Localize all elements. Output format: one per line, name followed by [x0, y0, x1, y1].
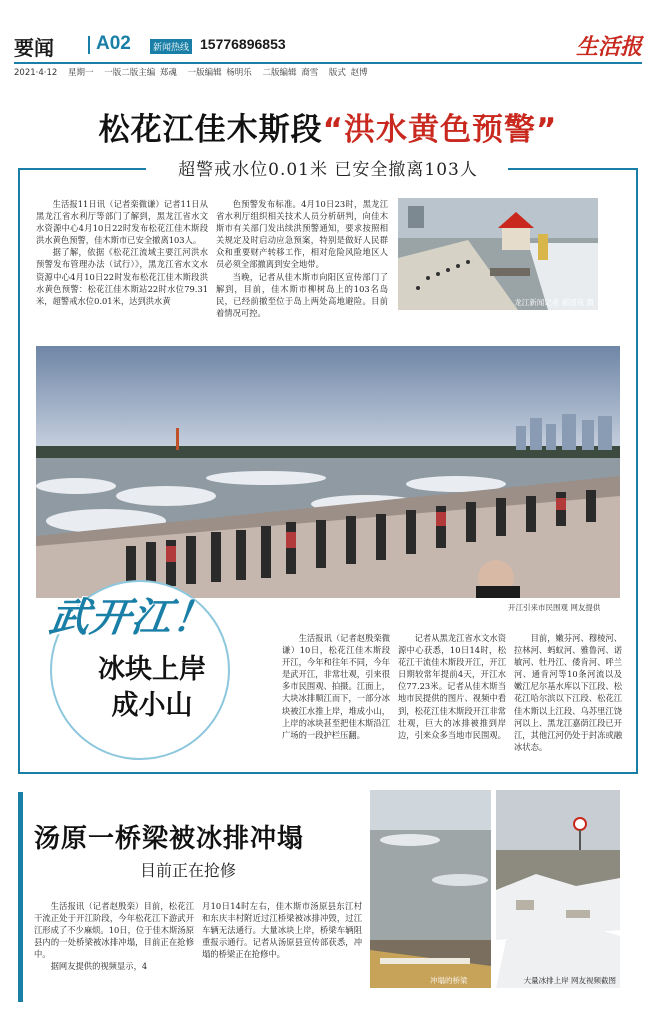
ice-river-photo-image — [36, 346, 620, 598]
paragraph: 当晚，记者从佳木斯市向阳区宣传部门了解到，目前，佳木斯市柳树岛上的103名岛民，已经前撤至位于岛上两处高地避险。目前着情况可控。 — [216, 271, 388, 318]
section-accent-bar — [18, 792, 23, 1002]
photo-caption: 开江引来市民围观 网友提供 — [508, 603, 601, 612]
badge-title: 武开江！ — [46, 595, 217, 641]
story3-column-2 — [202, 900, 362, 960]
paragraph: 据网友提供的视频显示，4 — [50, 961, 148, 972]
main-subhead: 超警戒水位0.01米 已安全撤离103人 — [178, 160, 478, 180]
paragraph: 记者从黑龙江省水文水资源中心获悉，10日14时，松花江干流佳木斯段开江，开江日期较常年提前4天，开江水位77.23米。记者从佳木斯当地市民提供的图片、视频中看到，松花江佳木斯段开江非常壮观，巨大的冰排被推到岸边，引来众多当地市民围观。 — [398, 633, 506, 740]
paragraph: 色预警发布标准。4月10日23时，黑龙江省水利厅组织相关技术人员分析研判，向佳木斯市有关部门发出续洪预警通知，要求按照相关规定及时启动应急预案，特别是做好人民群众和重要财产转移工作，相对危险风险地区人员必须全部撤离到安全地带。 — [216, 199, 388, 270]
story3-column-1 — [34, 900, 194, 973]
badge-line: 成小山 — [111, 690, 193, 721]
headline-part: 松花江佳木斯段 — [98, 112, 323, 148]
page-header — [14, 30, 642, 60]
photo-caption: 冲塌的桥梁 — [430, 976, 468, 985]
editor-line — [14, 66, 374, 78]
collapsed-bridge-photo-image — [370, 790, 491, 988]
story1-column-2 — [216, 198, 388, 319]
paragraph: 月10日14时左右，佳木斯市汤原县东江村和东庆丰村附近过江桥梁被冰排冲毁，过江车辆无法通行。大量冰块上岸，桥梁车辆阻重报示通行。记者从汤原县宣传部获悉，冲塌的桥梁正在抢修中。 — [202, 901, 362, 960]
main-headline — [0, 104, 656, 149]
badge-subtitle — [92, 652, 212, 724]
riverside-photo-image — [398, 198, 598, 310]
photo-caption: 大量冰排上岸 网友视频截图 — [523, 976, 616, 985]
page-number: A02 — [96, 33, 131, 54]
headline-warning: “洪水黄色预警” — [322, 112, 558, 148]
issue-date: 2021·4·12 — [14, 68, 58, 78]
section-name: 要闻 — [14, 36, 54, 60]
story3-subhead: 目前正在抢修 — [140, 861, 237, 880]
issue-weekday: 星期一 — [67, 68, 94, 78]
ice-on-shore-photo — [496, 790, 620, 988]
editor-credit: 一版二版主编 郑魂 — [104, 68, 177, 78]
editor-credit: 二版编辑 裔雪 — [262, 68, 319, 78]
story2-column-1 — [282, 632, 390, 741]
newspaper-logo: 生活报 — [575, 34, 642, 60]
badge-line: 冰块上岸 — [98, 654, 206, 685]
editor-credit: 一版编辑 杨明乐 — [187, 68, 252, 78]
riverside-photo — [398, 198, 598, 310]
story3-headline: 汤原一桥梁被冰排冲塌 — [34, 824, 305, 854]
hotline-label: 新闻热线 — [150, 39, 192, 54]
section-divider — [88, 36, 90, 54]
photo-caption: 龙江新闻记者 郝国良 摄 — [514, 298, 594, 307]
story2-column-2 — [398, 632, 506, 741]
story1-column-1 — [36, 198, 208, 307]
paragraph: 据了解，依据《松花江流域主要江河洪水预警发布管理办法（试行）》，黑龙江省水文水资源中心4月10日22时发布松花江佳木斯段洪水黄色预警：松花江佳木斯站22时水位79.31米，超警戒水位0.01米，达到洪水黄 — [36, 247, 208, 306]
collapsed-bridge-photo — [370, 790, 491, 988]
ice-on-shore-photo-image — [496, 790, 620, 988]
paragraph: 生活报讯（记者赵殷栾微谦）10日，松花江佳木斯段开江，今年和往年不同，今年是武开江，非常壮观，引来很多市民围观、拍摄。江面上，大块冰排顺江而下，一部分冰块被江水推上岸，堆成小山，上岸的冰块甚至把佳木斯沿江广场的一段护栏压翻。 — [282, 633, 390, 740]
header-rule — [14, 62, 642, 64]
paragraph: 生活报讯（记者赵殷栾）目前，松花江干流正处于开江阶段，今年松花江下游武开江形成了不少麻烦。10日，位于佳木斯汤原县内的一处桥梁被冰排冲塌，目前正在抢修中。 — [34, 901, 194, 960]
story2-column-3 — [514, 632, 622, 753]
paragraph: 目前，嫩芬河、穆棱河、拉林河、蚂蚁河、雅鲁河、诺敏河、牡丹江、倭肯河、呼兰河、通肯河等10条河流以及嫩江尼尔基水库以下江段、松花江哈尔滨以下江段、松花江佳木斯以上江段、乌苏里江饶河以上、黑龙江嘉荫江段已开江，其他江河仍处于封冻或融冰状态。 — [514, 633, 622, 752]
designer-credit: 版式 赵博 — [328, 68, 368, 78]
hotline-number: 15776896853 — [200, 36, 286, 52]
paragraph: 生活报11日讯（记者栾微谦）记者11日从黑龙江省水利厅等部门了解到，黑龙江省水文水资源中心4月10日22时发布松花江佳木斯段洪水黄色预警，佳木斯市已安全撤离103人。 — [36, 199, 208, 246]
ice-river-photo — [36, 346, 620, 598]
